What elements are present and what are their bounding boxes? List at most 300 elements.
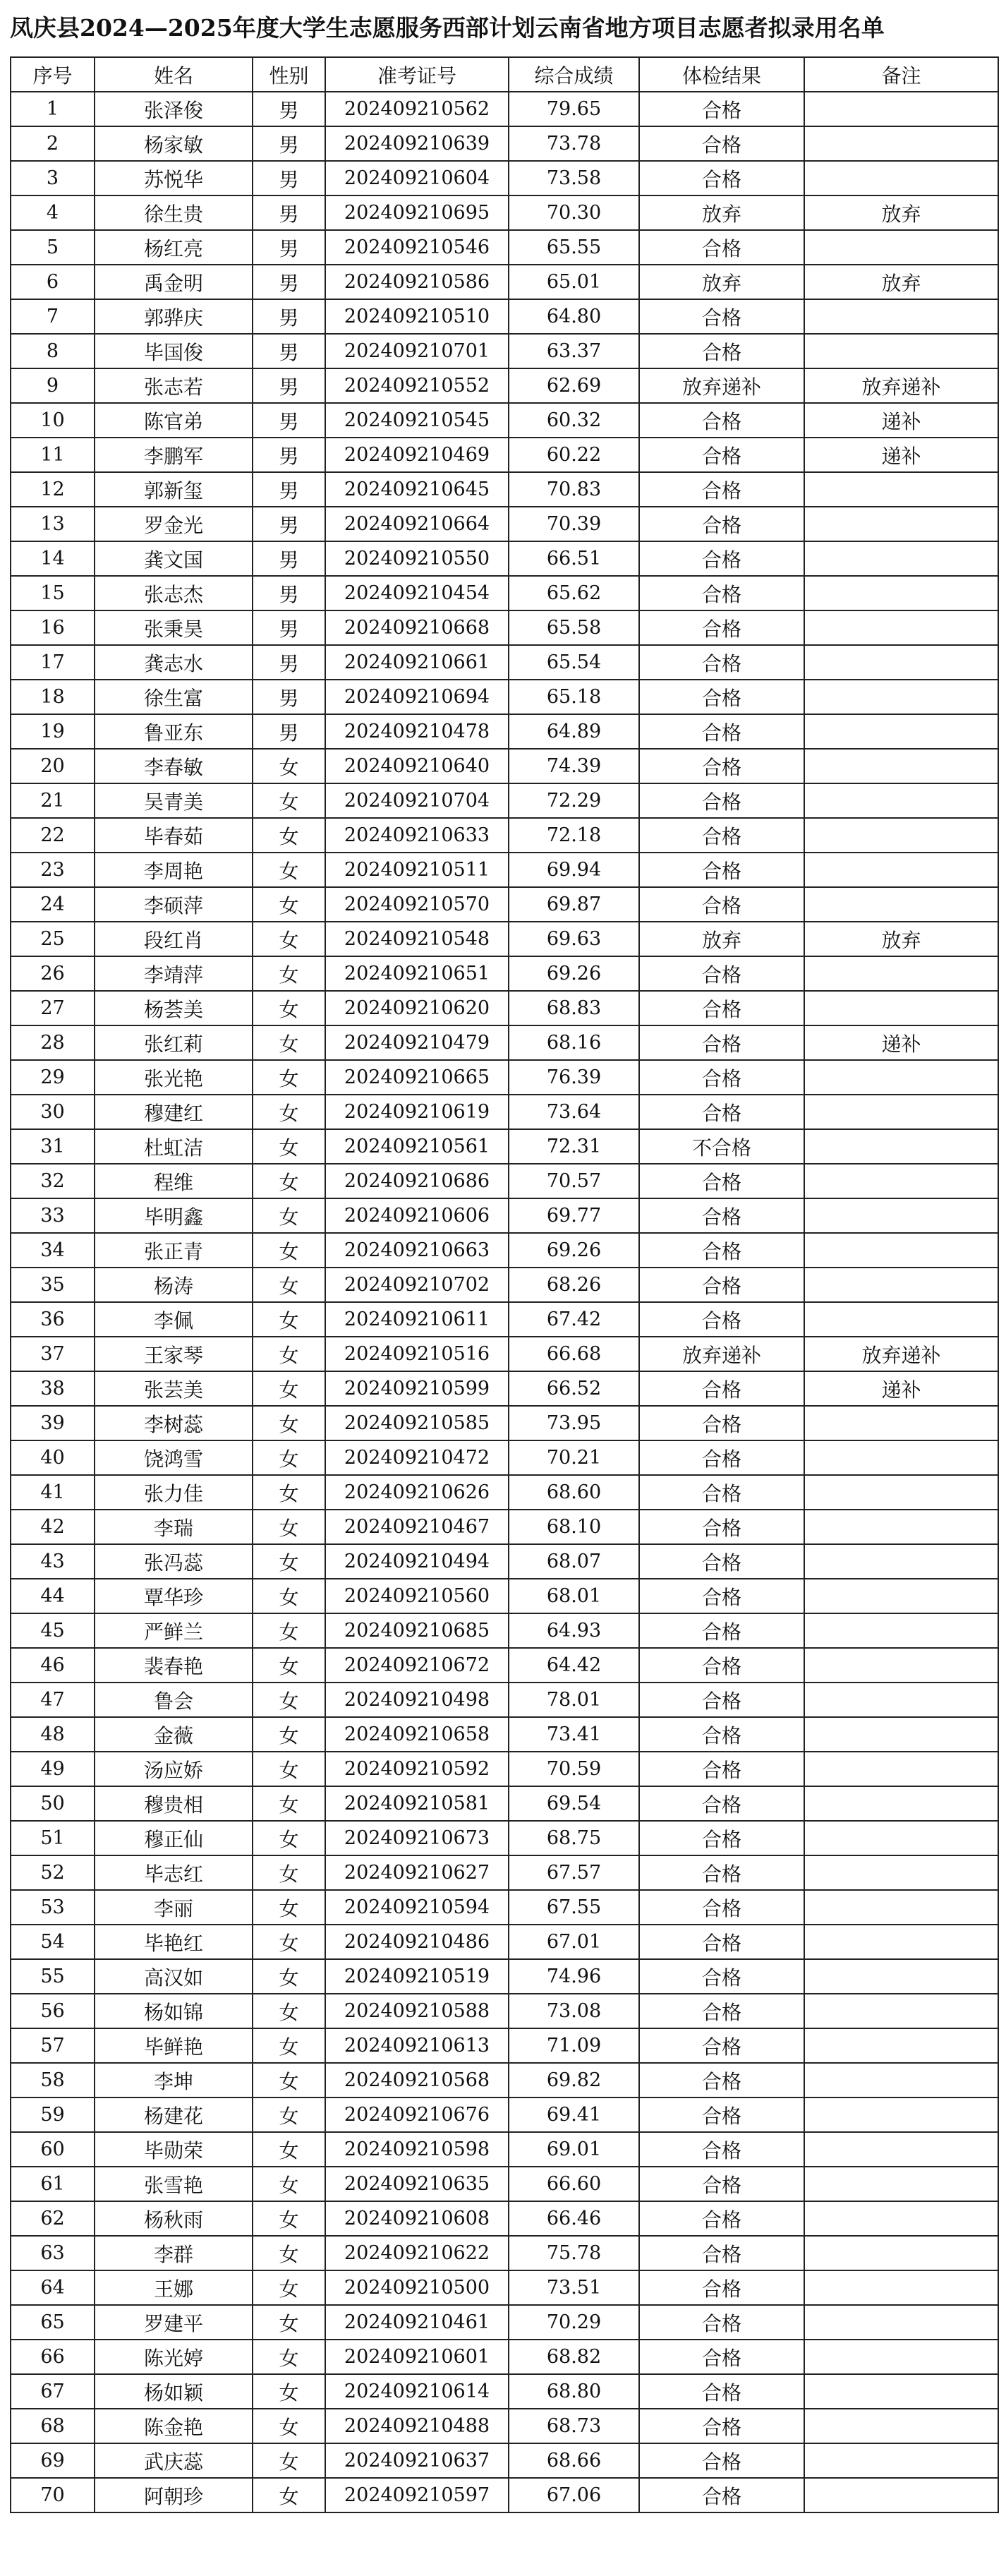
cell-index: 20 bbox=[11, 749, 95, 783]
cell-remarks bbox=[804, 299, 998, 334]
cell-index: 18 bbox=[11, 680, 95, 714]
cell-index: 50 bbox=[11, 1786, 95, 1821]
cell-medical: 合格 bbox=[639, 1302, 804, 1337]
cell-remarks bbox=[804, 1579, 998, 1613]
cell-remarks bbox=[804, 2305, 998, 2340]
cell-gender: 男 bbox=[253, 92, 325, 126]
cell-exam-id: 202409210454 bbox=[325, 576, 509, 610]
cell-exam-id: 202409210608 bbox=[325, 2201, 509, 2236]
header-gender: 性别 bbox=[253, 57, 325, 92]
cell-index: 43 bbox=[11, 1544, 95, 1579]
cell-score: 66.60 bbox=[509, 2167, 639, 2201]
cell-exam-id: 202409210704 bbox=[325, 783, 509, 818]
cell-index: 49 bbox=[11, 1752, 95, 1786]
cell-remarks: 递补 bbox=[804, 1025, 998, 1060]
cell-name: 毕春茹 bbox=[95, 818, 253, 853]
cell-name: 李树蕊 bbox=[95, 1406, 253, 1440]
cell-index: 42 bbox=[11, 1510, 95, 1544]
cell-name: 罗金光 bbox=[95, 507, 253, 541]
header-remarks: 备注 bbox=[804, 57, 998, 92]
cell-remarks bbox=[804, 2063, 998, 2097]
cell-score: 70.30 bbox=[509, 195, 639, 230]
cell-medical: 合格 bbox=[639, 2374, 804, 2409]
cell-index: 14 bbox=[11, 541, 95, 576]
cell-medical: 合格 bbox=[639, 1475, 804, 1510]
cell-medical: 放弃 bbox=[639, 195, 804, 230]
cell-exam-id: 202409210645 bbox=[325, 472, 509, 507]
cell-gender: 女 bbox=[253, 2270, 325, 2305]
table-row bbox=[11, 1613, 998, 1648]
cell-remarks bbox=[804, 1717, 998, 1752]
cell-name: 毕艳红 bbox=[95, 1925, 253, 1959]
cell-remarks bbox=[804, 2443, 998, 2478]
cell-gender: 男 bbox=[253, 230, 325, 265]
cell-medical: 合格 bbox=[639, 1510, 804, 1544]
cell-name: 杨建花 bbox=[95, 2097, 253, 2132]
cell-exam-id: 202409210663 bbox=[325, 1233, 509, 1268]
cell-name: 杨家敏 bbox=[95, 126, 253, 161]
cell-remarks bbox=[804, 1406, 998, 1440]
table-row bbox=[11, 403, 998, 438]
cell-medical: 合格 bbox=[639, 1959, 804, 1994]
cell-index: 59 bbox=[11, 2097, 95, 2132]
cell-name: 金薇 bbox=[95, 1717, 253, 1752]
cell-medical: 合格 bbox=[639, 1613, 804, 1648]
cell-score: 60.22 bbox=[509, 438, 639, 472]
table-row bbox=[11, 2201, 998, 2236]
cell-name: 毕国俊 bbox=[95, 334, 253, 368]
cell-medical: 合格 bbox=[639, 1025, 804, 1060]
cell-gender: 女 bbox=[253, 853, 325, 887]
cell-name: 陈官弟 bbox=[95, 403, 253, 438]
cell-exam-id: 202409210599 bbox=[325, 1371, 509, 1406]
cell-index: 30 bbox=[11, 1095, 95, 1129]
cell-remarks bbox=[804, 1890, 998, 1925]
table-row bbox=[11, 818, 998, 853]
table-row bbox=[11, 1095, 998, 1129]
cell-remarks bbox=[804, 2236, 998, 2270]
cell-index: 54 bbox=[11, 1925, 95, 1959]
cell-name: 郭骅庆 bbox=[95, 299, 253, 334]
cell-gender: 男 bbox=[253, 576, 325, 610]
cell-remarks bbox=[804, 2097, 998, 2132]
table-row bbox=[11, 853, 998, 887]
table-row bbox=[11, 1890, 998, 1925]
cell-exam-id: 202409210552 bbox=[325, 368, 509, 403]
cell-medical: 合格 bbox=[639, 853, 804, 887]
cell-gender: 男 bbox=[253, 403, 325, 438]
cell-index: 40 bbox=[11, 1440, 95, 1475]
cell-exam-id: 202409210637 bbox=[325, 2443, 509, 2478]
cell-exam-id: 202409210668 bbox=[325, 610, 509, 645]
cell-score: 69.77 bbox=[509, 1198, 639, 1233]
cell-remarks bbox=[804, 1994, 998, 2028]
cell-medical: 合格 bbox=[639, 1855, 804, 1890]
table-row bbox=[11, 368, 998, 403]
cell-gender: 女 bbox=[253, 1475, 325, 1510]
cell-score: 74.39 bbox=[509, 749, 639, 783]
table-row bbox=[11, 507, 998, 541]
cell-index: 26 bbox=[11, 956, 95, 991]
cell-medical: 合格 bbox=[639, 2063, 804, 2097]
cell-exam-id: 202409210597 bbox=[325, 2478, 509, 2512]
cell-name: 吴青美 bbox=[95, 783, 253, 818]
table-row bbox=[11, 922, 998, 956]
cell-exam-id: 202409210702 bbox=[325, 1268, 509, 1302]
cell-exam-id: 202409210672 bbox=[325, 1648, 509, 1683]
cell-exam-id: 202409210550 bbox=[325, 541, 509, 576]
cell-index: 56 bbox=[11, 1994, 95, 2028]
cell-gender: 女 bbox=[253, 1198, 325, 1233]
cell-name: 龚文国 bbox=[95, 541, 253, 576]
cell-index: 24 bbox=[11, 887, 95, 922]
table-body bbox=[11, 92, 998, 2512]
cell-score: 65.58 bbox=[509, 610, 639, 645]
table-row bbox=[11, 749, 998, 783]
cell-medical: 放弃递补 bbox=[639, 1337, 804, 1371]
cell-index: 8 bbox=[11, 334, 95, 368]
table-row bbox=[11, 1648, 998, 1683]
cell-exam-id: 202409210658 bbox=[325, 1717, 509, 1752]
cell-exam-id: 202409210640 bbox=[325, 749, 509, 783]
cell-exam-id: 202409210614 bbox=[325, 2374, 509, 2409]
cell-remarks bbox=[804, 1164, 998, 1198]
cell-score: 69.63 bbox=[509, 922, 639, 956]
cell-name: 李鹏军 bbox=[95, 438, 253, 472]
cell-name: 张红莉 bbox=[95, 1025, 253, 1060]
cell-exam-id: 202409210686 bbox=[325, 1164, 509, 1198]
cell-medical: 合格 bbox=[639, 1268, 804, 1302]
cell-gender: 男 bbox=[253, 714, 325, 749]
cell-name: 毕勋荣 bbox=[95, 2132, 253, 2167]
cell-index: 41 bbox=[11, 1475, 95, 1510]
cell-remarks bbox=[804, 818, 998, 853]
cell-gender: 女 bbox=[253, 2305, 325, 2340]
cell-index: 62 bbox=[11, 2201, 95, 2236]
cell-medical: 合格 bbox=[639, 2201, 804, 2236]
cell-name: 张光艳 bbox=[95, 1060, 253, 1095]
cell-exam-id: 202409210606 bbox=[325, 1198, 509, 1233]
cell-index: 65 bbox=[11, 2305, 95, 2340]
cell-remarks bbox=[804, 680, 998, 714]
table-row bbox=[11, 1060, 998, 1095]
cell-gender: 女 bbox=[253, 922, 325, 956]
cell-gender: 女 bbox=[253, 1683, 325, 1717]
cell-exam-id: 202409210673 bbox=[325, 1821, 509, 1855]
cell-index: 34 bbox=[11, 1233, 95, 1268]
cell-medical: 合格 bbox=[639, 714, 804, 749]
cell-exam-id: 202409210661 bbox=[325, 645, 509, 680]
cell-gender: 男 bbox=[253, 507, 325, 541]
table-row bbox=[11, 1786, 998, 1821]
cell-exam-id: 202409210598 bbox=[325, 2132, 509, 2167]
cell-medical: 合格 bbox=[639, 2236, 804, 2270]
cell-gender: 男 bbox=[253, 438, 325, 472]
cell-score: 73.51 bbox=[509, 2270, 639, 2305]
cell-exam-id: 202409210588 bbox=[325, 1994, 509, 2028]
cell-gender: 女 bbox=[253, 1544, 325, 1579]
cell-index: 4 bbox=[11, 195, 95, 230]
cell-index: 21 bbox=[11, 783, 95, 818]
cell-score: 62.69 bbox=[509, 368, 639, 403]
table-row bbox=[11, 576, 998, 610]
cell-medical: 合格 bbox=[639, 230, 804, 265]
cell-gender: 女 bbox=[253, 2236, 325, 2270]
table-row bbox=[11, 1683, 998, 1717]
cell-index: 12 bbox=[11, 472, 95, 507]
cell-remarks bbox=[804, 749, 998, 783]
cell-index: 13 bbox=[11, 507, 95, 541]
cell-medical: 合格 bbox=[639, 92, 804, 126]
cell-medical: 不合格 bbox=[639, 1129, 804, 1164]
cell-exam-id: 202409210651 bbox=[325, 956, 509, 991]
cell-score: 68.75 bbox=[509, 1821, 639, 1855]
cell-index: 23 bbox=[11, 853, 95, 887]
cell-gender: 男 bbox=[253, 161, 325, 195]
cell-index: 44 bbox=[11, 1579, 95, 1613]
cell-score: 69.94 bbox=[509, 853, 639, 887]
cell-index: 7 bbox=[11, 299, 95, 334]
cell-name: 杜虹洁 bbox=[95, 1129, 253, 1164]
cell-exam-id: 202409210486 bbox=[325, 1925, 509, 1959]
cell-remarks bbox=[804, 956, 998, 991]
cell-remarks bbox=[804, 2409, 998, 2443]
cell-score: 70.29 bbox=[509, 2305, 639, 2340]
cell-exam-id: 202409210545 bbox=[325, 403, 509, 438]
cell-score: 68.16 bbox=[509, 1025, 639, 1060]
cell-remarks bbox=[804, 1129, 998, 1164]
cell-medical: 合格 bbox=[639, 2340, 804, 2374]
cell-gender: 男 bbox=[253, 680, 325, 714]
cell-remarks: 放弃递补 bbox=[804, 1337, 998, 1371]
cell-name: 饶鸿雪 bbox=[95, 1440, 253, 1475]
cell-remarks bbox=[804, 334, 998, 368]
cell-exam-id: 202409210548 bbox=[325, 922, 509, 956]
cell-index: 60 bbox=[11, 2132, 95, 2167]
cell-gender: 女 bbox=[253, 1579, 325, 1613]
cell-medical: 合格 bbox=[639, 1060, 804, 1095]
cell-index: 39 bbox=[11, 1406, 95, 1440]
cell-index: 32 bbox=[11, 1164, 95, 1198]
cell-exam-id: 202409210633 bbox=[325, 818, 509, 853]
table-row bbox=[11, 956, 998, 991]
cell-gender: 女 bbox=[253, 956, 325, 991]
cell-score: 69.41 bbox=[509, 2097, 639, 2132]
cell-gender: 女 bbox=[253, 1510, 325, 1544]
cell-medical: 合格 bbox=[639, 1994, 804, 2028]
cell-medical: 合格 bbox=[639, 2409, 804, 2443]
cell-exam-id: 202409210665 bbox=[325, 1060, 509, 1095]
cell-score: 68.10 bbox=[509, 1510, 639, 1544]
cell-name: 王家琴 bbox=[95, 1337, 253, 1371]
cell-name: 李群 bbox=[95, 2236, 253, 2270]
cell-medical: 合格 bbox=[639, 2270, 804, 2305]
cell-medical: 合格 bbox=[639, 610, 804, 645]
cell-score: 69.01 bbox=[509, 2132, 639, 2167]
cell-name: 鲁会 bbox=[95, 1683, 253, 1717]
header-name: 姓名 bbox=[95, 57, 253, 92]
cell-exam-id: 202409210494 bbox=[325, 1544, 509, 1579]
cell-remarks bbox=[804, 2340, 998, 2374]
cell-score: 68.80 bbox=[509, 2374, 639, 2409]
cell-index: 16 bbox=[11, 610, 95, 645]
cell-medical: 合格 bbox=[639, 1717, 804, 1752]
cell-gender: 男 bbox=[253, 645, 325, 680]
table-row bbox=[11, 1302, 998, 1337]
table-row bbox=[11, 2167, 998, 2201]
table-row bbox=[11, 1371, 998, 1406]
table-row bbox=[11, 299, 998, 334]
cell-name: 张泽俊 bbox=[95, 92, 253, 126]
cell-name: 毕明鑫 bbox=[95, 1198, 253, 1233]
cell-exam-id: 202409210461 bbox=[325, 2305, 509, 2340]
cell-score: 79.65 bbox=[509, 92, 639, 126]
cell-gender: 女 bbox=[253, 1925, 325, 1959]
table-row bbox=[11, 2236, 998, 2270]
cell-score: 72.29 bbox=[509, 783, 639, 818]
cell-remarks bbox=[804, 161, 998, 195]
cell-name: 李靖萍 bbox=[95, 956, 253, 991]
cell-gender: 女 bbox=[253, 1025, 325, 1060]
cell-gender: 女 bbox=[253, 2063, 325, 2097]
cell-name: 毕志红 bbox=[95, 1855, 253, 1890]
cell-name: 覃华珍 bbox=[95, 1579, 253, 1613]
cell-medical: 合格 bbox=[639, 2132, 804, 2167]
cell-name: 严鲜兰 bbox=[95, 1613, 253, 1648]
cell-name: 张力佳 bbox=[95, 1475, 253, 1510]
cell-index: 6 bbox=[11, 265, 95, 299]
cell-name: 程维 bbox=[95, 1164, 253, 1198]
cell-name: 穆建红 bbox=[95, 1095, 253, 1129]
cell-exam-id: 202409210516 bbox=[325, 1337, 509, 1371]
cell-name: 陈光婷 bbox=[95, 2340, 253, 2374]
cell-medical: 合格 bbox=[639, 2028, 804, 2063]
cell-score: 70.59 bbox=[509, 1752, 639, 1786]
cell-exam-id: 202409210695 bbox=[325, 195, 509, 230]
cell-remarks bbox=[804, 2167, 998, 2201]
cell-remarks bbox=[804, 1821, 998, 1855]
cell-medical: 合格 bbox=[639, 1890, 804, 1925]
cell-gender: 女 bbox=[253, 1337, 325, 1371]
cell-exam-id: 202409210570 bbox=[325, 887, 509, 922]
cell-name: 段红肖 bbox=[95, 922, 253, 956]
cell-remarks bbox=[804, 1855, 998, 1890]
cell-score: 60.32 bbox=[509, 403, 639, 438]
table-row bbox=[11, 265, 998, 299]
cell-gender: 女 bbox=[253, 749, 325, 783]
cell-exam-id: 202409210472 bbox=[325, 1440, 509, 1475]
table-row bbox=[11, 438, 998, 472]
cell-exam-id: 202409210694 bbox=[325, 680, 509, 714]
table-row bbox=[11, 161, 998, 195]
cell-medical: 合格 bbox=[639, 161, 804, 195]
cell-gender: 女 bbox=[253, 1786, 325, 1821]
cell-score: 67.57 bbox=[509, 1855, 639, 1890]
table-row bbox=[11, 783, 998, 818]
cell-medical: 合格 bbox=[639, 576, 804, 610]
cell-remarks bbox=[804, 1302, 998, 1337]
cell-index: 47 bbox=[11, 1683, 95, 1717]
cell-score: 70.83 bbox=[509, 472, 639, 507]
cell-exam-id: 202409210585 bbox=[325, 1406, 509, 1440]
cell-gender: 女 bbox=[253, 1821, 325, 1855]
cell-index: 5 bbox=[11, 230, 95, 265]
cell-medical: 合格 bbox=[639, 818, 804, 853]
cell-medical: 合格 bbox=[639, 472, 804, 507]
cell-medical: 合格 bbox=[639, 2167, 804, 2201]
table-row bbox=[11, 1164, 998, 1198]
cell-name: 王娜 bbox=[95, 2270, 253, 2305]
cell-score: 65.54 bbox=[509, 645, 639, 680]
cell-medical: 合格 bbox=[639, 680, 804, 714]
cell-gender: 女 bbox=[253, 1994, 325, 2028]
table-row bbox=[11, 1544, 998, 1579]
cell-score: 69.26 bbox=[509, 1233, 639, 1268]
table-row bbox=[11, 887, 998, 922]
table-row bbox=[11, 2132, 998, 2167]
cell-remarks bbox=[804, 92, 998, 126]
cell-index: 3 bbox=[11, 161, 95, 195]
cell-medical: 合格 bbox=[639, 2097, 804, 2132]
cell-medical: 合格 bbox=[639, 1579, 804, 1613]
cell-medical: 合格 bbox=[639, 507, 804, 541]
cell-gender: 女 bbox=[253, 2028, 325, 2063]
cell-index: 48 bbox=[11, 1717, 95, 1752]
table-row bbox=[11, 2409, 998, 2443]
cell-name: 杨秋雨 bbox=[95, 2201, 253, 2236]
cell-name: 高汉如 bbox=[95, 1959, 253, 1994]
table-row bbox=[11, 230, 998, 265]
cell-score: 65.55 bbox=[509, 230, 639, 265]
cell-index: 33 bbox=[11, 1198, 95, 1233]
cell-exam-id: 202409210622 bbox=[325, 2236, 509, 2270]
table-row bbox=[11, 541, 998, 576]
cell-gender: 女 bbox=[253, 2340, 325, 2374]
cell-remarks bbox=[804, 783, 998, 818]
cell-gender: 男 bbox=[253, 334, 325, 368]
cell-score: 68.07 bbox=[509, 1544, 639, 1579]
cell-index: 61 bbox=[11, 2167, 95, 2201]
cell-index: 25 bbox=[11, 922, 95, 956]
cell-medical: 合格 bbox=[639, 2305, 804, 2340]
header-row bbox=[11, 57, 998, 92]
cell-index: 1 bbox=[11, 92, 95, 126]
cell-score: 70.21 bbox=[509, 1440, 639, 1475]
cell-medical: 合格 bbox=[639, 956, 804, 991]
cell-exam-id: 202409210581 bbox=[325, 1786, 509, 1821]
cell-exam-id: 202409210639 bbox=[325, 126, 509, 161]
cell-name: 李瑞 bbox=[95, 1510, 253, 1544]
cell-index: 19 bbox=[11, 714, 95, 749]
table-row bbox=[11, 1268, 998, 1302]
cell-index: 17 bbox=[11, 645, 95, 680]
cell-medical: 合格 bbox=[639, 541, 804, 576]
volunteer-list-table bbox=[10, 56, 999, 2513]
cell-exam-id: 202409210664 bbox=[325, 507, 509, 541]
cell-score: 68.66 bbox=[509, 2443, 639, 2478]
cell-name: 郭新玺 bbox=[95, 472, 253, 507]
table-row bbox=[11, 680, 998, 714]
cell-remarks bbox=[804, 1440, 998, 1475]
cell-index: 38 bbox=[11, 1371, 95, 1406]
cell-gender: 男 bbox=[253, 265, 325, 299]
cell-index: 55 bbox=[11, 1959, 95, 1994]
cell-score: 64.42 bbox=[509, 1648, 639, 1683]
cell-medical: 合格 bbox=[639, 991, 804, 1025]
cell-gender: 女 bbox=[253, 2201, 325, 2236]
cell-exam-id: 202409210619 bbox=[325, 1095, 509, 1129]
cell-exam-id: 202409210561 bbox=[325, 1129, 509, 1164]
